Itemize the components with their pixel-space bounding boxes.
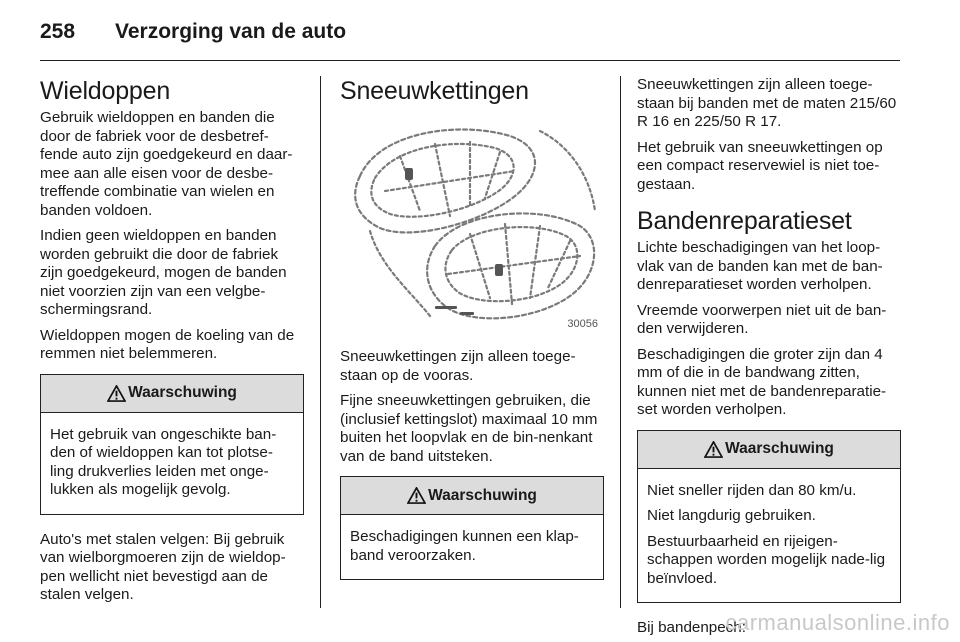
figure-number: 30056 <box>567 318 598 330</box>
paragraph: Beschadigingen die groter zijn dan 4 mm of die in de bandwang zitten, kunnen niet met de bandenreparatie-set worden verholpen. <box>637 345 887 418</box>
page-header <box>40 12 900 52</box>
snow-chains-illustration <box>340 116 602 332</box>
paragraph: Auto's met stalen velgen: Bij gebruik van wielborgmoeren zijn de wieldop-pen wellicht niet bevestigd aan de stalen velgen. <box>40 530 286 603</box>
paragraph: Vreemde voorwerpen niet uit de ban-den verwijderen. <box>637 301 887 337</box>
warning-body <box>41 413 303 514</box>
warning-text: Bestuurbaarheid en rijeigen-schappen worden mogelijk nade-lig beïnvloed. <box>647 532 886 587</box>
paragraph: Fijne sneeuwkettingen gebruiken, die (inclusief kettingslot) maximaal 10 mm buiten het loopvlak en de bin-nenkant van de band uitsteken. <box>340 392 598 465</box>
warning-body <box>638 469 900 603</box>
warning-title: Waarschuwing <box>128 384 237 401</box>
warning-triangle-icon <box>704 441 723 458</box>
warning-body <box>341 515 603 579</box>
page-number: 258 <box>40 20 76 43</box>
column-bandenreparatieset <box>637 76 901 642</box>
paragraph: Wieldoppen mogen de koeling van de remmen niet belemmeren. <box>40 326 295 362</box>
page-title: Verzorging van de auto <box>115 20 347 43</box>
warning-title: Waarschuwing <box>725 440 834 457</box>
section-heading-sneeuwkettingen: Sneeuwkettingen <box>340 77 529 105</box>
paragraph: Lichte beschadigingen van het loop-vlak van de banden kan met de ban-denreparatieset worden verholpen. <box>637 239 883 293</box>
section-heading-bandenreparatieset: Bandenreparatieset <box>637 207 852 235</box>
warning-text: Niet sneller rijden dan 80 km/u. <box>647 481 857 499</box>
warning-box <box>40 374 304 515</box>
column-sneeuwkettingen <box>340 76 604 596</box>
column-wieldoppen <box>40 76 304 612</box>
section-heading-wieldoppen: Wieldoppen <box>40 77 171 105</box>
column-divider-1 <box>320 76 321 608</box>
warning-header <box>41 375 303 413</box>
column-divider-2 <box>620 76 621 608</box>
paragraph: Sneeuwkettingen zijn alleen toege-staan op de vooras. <box>340 348 576 384</box>
watermark: carmanualsonline.info <box>725 610 950 635</box>
warning-text: Het gebruik van ongeschikte ban-den of wieldoppen kan tot plotse-ling drukverlies leiden met onge-lukken als mogelijk gevolg. <box>50 425 277 498</box>
warning-box <box>637 430 901 604</box>
warning-header <box>341 477 603 515</box>
warning-triangle-icon <box>107 385 126 402</box>
paragraph: Sneeuwkettingen zijn alleen toege-staan bij banden met de maten 215/60 R 16 en 225/50 R 17. <box>637 76 897 130</box>
warning-box <box>340 476 604 580</box>
snow-chains-drawing <box>340 116 602 332</box>
paragraph: Bij bandenpech: <box>637 619 746 636</box>
warning-triangle-icon <box>407 487 426 504</box>
header-divider <box>40 60 900 61</box>
paragraph: Gebruik wieldoppen en banden die door de fabriek voor de desbetref-fende auto zijn goedgekeurd en daar-mee aan alle eisen voor de desbe-treffende combinatie van wielen en banden voldoen. <box>40 109 293 219</box>
paragraph: Indien geen wieldoppen en banden worden gebruikt die door de fabriek zijn goedgekeurd, mogen de banden niet voorzien zijn van een velgbe-schermingsrand. <box>40 227 287 318</box>
paragraph: Het gebruik van sneeuwkettingen op een compact reservewiel is niet toe-gestaan. <box>637 138 883 193</box>
warning-text: Beschadigingen kunnen een klap-band veroorzaken. <box>350 528 579 564</box>
warning-title: Waarschuwing <box>428 486 537 504</box>
warning-text: Niet langdurig gebruiken. <box>647 507 816 524</box>
warning-header <box>638 431 900 469</box>
